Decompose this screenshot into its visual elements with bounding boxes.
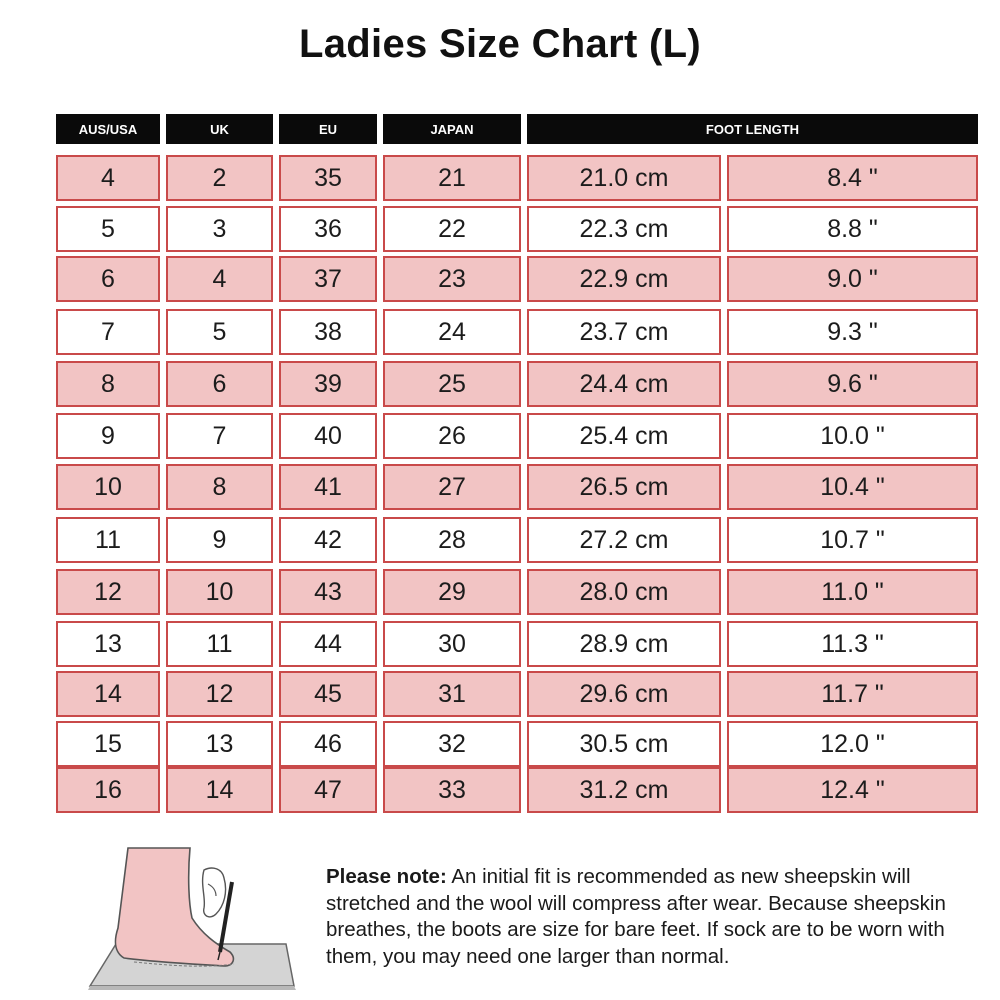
cell-japan: 29 xyxy=(383,569,521,615)
cell-japan: 33 xyxy=(383,767,521,813)
cell-aus-usa: 6 xyxy=(56,256,160,302)
note-section xyxy=(0,830,1000,1000)
table-row xyxy=(56,621,978,667)
cell-foot-length-in: 8.4 " xyxy=(727,155,978,201)
table-row xyxy=(56,767,978,813)
cell-foot-length-cm: 30.5 cm xyxy=(527,721,721,767)
cell-japan: 28 xyxy=(383,517,521,563)
cell-foot-length-cm: 28.9 cm xyxy=(527,621,721,667)
cell-foot-length-in: 12.4 " xyxy=(727,767,978,813)
cell-japan: 21 xyxy=(383,155,521,201)
cell-aus-usa: 12 xyxy=(56,569,160,615)
table-row xyxy=(56,721,978,767)
cell-uk: 11 xyxy=(166,621,273,667)
cell-japan: 22 xyxy=(383,206,521,252)
table-header-row xyxy=(56,114,978,144)
cell-foot-length-cm: 23.7 cm xyxy=(527,309,721,355)
cell-japan: 31 xyxy=(383,671,521,717)
header-aus-usa: AUS/USA xyxy=(56,114,160,144)
cell-foot-length-cm: 26.5 cm xyxy=(527,464,721,510)
note-label: Please note: xyxy=(326,865,447,888)
cell-eu: 43 xyxy=(279,569,377,615)
cell-aus-usa: 8 xyxy=(56,361,160,407)
header-eu: EU xyxy=(279,114,377,144)
cell-aus-usa: 15 xyxy=(56,721,160,767)
cell-japan: 24 xyxy=(383,309,521,355)
cell-eu: 36 xyxy=(279,206,377,252)
cell-eu: 40 xyxy=(279,413,377,459)
cell-foot-length-cm: 22.3 cm xyxy=(527,206,721,252)
cell-aus-usa: 11 xyxy=(56,517,160,563)
page-title: Ladies Size Chart (L) xyxy=(299,22,701,66)
cell-foot-length-in: 11.0 " xyxy=(727,569,978,615)
header-uk: UK xyxy=(166,114,273,144)
table-row xyxy=(56,256,978,302)
cell-japan: 30 xyxy=(383,621,521,667)
cell-aus-usa: 10 xyxy=(56,464,160,510)
cell-uk: 4 xyxy=(166,256,273,302)
cell-foot-length-cm: 31.2 cm xyxy=(527,767,721,813)
table-row xyxy=(56,464,978,510)
cell-eu: 35 xyxy=(279,155,377,201)
cell-eu: 46 xyxy=(279,721,377,767)
cell-foot-length-in: 11.3 " xyxy=(727,621,978,667)
cell-foot-length-in: 9.0 " xyxy=(727,256,978,302)
cell-uk: 10 xyxy=(166,569,273,615)
table-row xyxy=(56,671,978,717)
cell-japan: 25 xyxy=(383,361,521,407)
cell-eu: 39 xyxy=(279,361,377,407)
cell-uk: 9 xyxy=(166,517,273,563)
cell-japan: 26 xyxy=(383,413,521,459)
table-row xyxy=(56,309,978,355)
cell-foot-length-cm: 21.0 cm xyxy=(527,155,721,201)
cell-foot-length-cm: 27.2 cm xyxy=(527,517,721,563)
cell-uk: 8 xyxy=(166,464,273,510)
cell-eu: 47 xyxy=(279,767,377,813)
cell-uk: 7 xyxy=(166,413,273,459)
cell-uk: 14 xyxy=(166,767,273,813)
header-japan: JAPAN xyxy=(383,114,521,144)
cell-uk: 6 xyxy=(166,361,273,407)
cell-aus-usa: 9 xyxy=(56,413,160,459)
cell-uk: 12 xyxy=(166,671,273,717)
cell-foot-length-in: 9.6 " xyxy=(727,361,978,407)
table-row xyxy=(56,155,978,201)
cell-foot-length-in: 9.3 " xyxy=(727,309,978,355)
table-row xyxy=(56,206,978,252)
cell-eu: 45 xyxy=(279,671,377,717)
cell-foot-length-cm: 28.0 cm xyxy=(527,569,721,615)
size-chart-table xyxy=(56,114,978,804)
cell-japan: 27 xyxy=(383,464,521,510)
table-row xyxy=(56,413,978,459)
cell-aus-usa: 13 xyxy=(56,621,160,667)
note-paragraph xyxy=(326,864,986,970)
cell-foot-length-in: 10.0 " xyxy=(727,413,978,459)
cell-eu: 41 xyxy=(279,464,377,510)
table-row xyxy=(56,569,978,615)
cell-foot-length-cm: 29.6 cm xyxy=(527,671,721,717)
cell-japan: 23 xyxy=(383,256,521,302)
cell-aus-usa: 7 xyxy=(56,309,160,355)
cell-uk: 5 xyxy=(166,309,273,355)
cell-foot-length-cm: 24.4 cm xyxy=(527,361,721,407)
cell-foot-length-in: 11.7 " xyxy=(727,671,978,717)
cell-aus-usa: 16 xyxy=(56,767,160,813)
cell-foot-length-in: 8.8 " xyxy=(727,206,978,252)
cell-uk: 13 xyxy=(166,721,273,767)
cell-aus-usa: 14 xyxy=(56,671,160,717)
header-foot-length: FOOT LENGTH xyxy=(527,114,978,144)
cell-foot-length-in: 10.7 " xyxy=(727,517,978,563)
cell-eu: 38 xyxy=(279,309,377,355)
foot-measuring-icon xyxy=(84,840,304,990)
cell-aus-usa: 5 xyxy=(56,206,160,252)
note-body: An initial fit is recommended as new sheepskin will stretched and the wool will compress after wear. Because sheepskin breathes, the boots are size for bare feet. If sock are to be worn with them, you may need one larger than normal. xyxy=(326,865,946,968)
table-row xyxy=(56,361,978,407)
cell-eu: 44 xyxy=(279,621,377,667)
cell-foot-length-in: 12.0 " xyxy=(727,721,978,767)
table-row xyxy=(56,517,978,563)
cell-eu: 42 xyxy=(279,517,377,563)
cell-eu: 37 xyxy=(279,256,377,302)
cell-foot-length-cm: 22.9 cm xyxy=(527,256,721,302)
cell-uk: 3 xyxy=(166,206,273,252)
cell-uk: 2 xyxy=(166,155,273,201)
cell-japan: 32 xyxy=(383,721,521,767)
cell-foot-length-in: 10.4 " xyxy=(727,464,978,510)
cell-aus-usa: 4 xyxy=(56,155,160,201)
cell-foot-length-cm: 25.4 cm xyxy=(527,413,721,459)
